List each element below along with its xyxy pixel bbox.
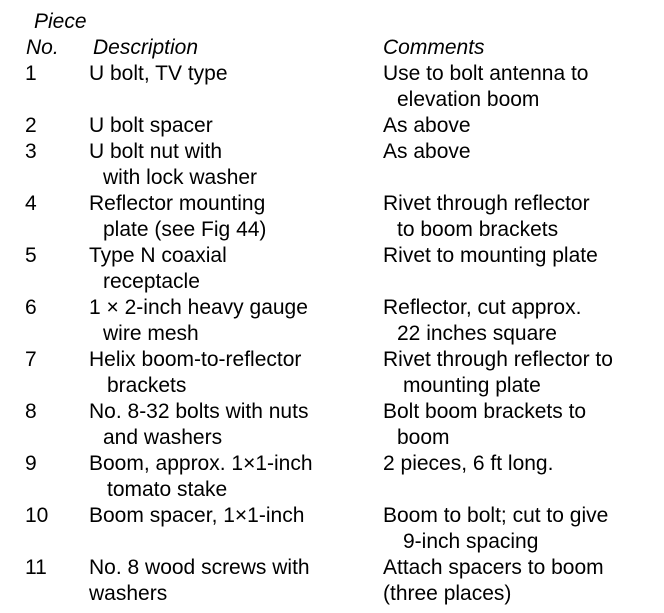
description-line: Boom spacer, 1×1-inch [89, 504, 305, 527]
comments-line: 22 inches square [397, 322, 557, 345]
description-cell [89, 295, 383, 347]
description-cell [89, 191, 383, 243]
description-line: Boom, approx. 1×1-inch [89, 452, 313, 475]
description-cell [89, 399, 383, 451]
piece-number: 7 [25, 348, 37, 371]
description-line: Reflector mounting [89, 192, 266, 215]
description-cell [89, 243, 383, 295]
comments-line: (three places) [383, 582, 512, 605]
comments-cell [383, 139, 664, 165]
description-line: wire mesh [103, 322, 199, 345]
comments-cell [383, 503, 664, 555]
piece-number: 9 [25, 452, 37, 475]
piece-number: 4 [25, 192, 37, 215]
description-line: plate (see Fig 44) [103, 218, 267, 241]
comments-cell [383, 61, 664, 113]
piece-number: 10 [25, 504, 49, 527]
description-cell [89, 139, 383, 191]
header-piece: Piece [34, 10, 87, 33]
table-row [0, 243, 664, 295]
description-cell [89, 61, 383, 87]
description-line: No. 8-32 bolts with nuts [89, 400, 309, 423]
description-line: No. 8 wood screws with [89, 556, 310, 579]
table-row [0, 139, 664, 191]
table-row [0, 295, 664, 347]
comments-cell [383, 347, 664, 399]
piece-number: 6 [25, 296, 37, 319]
header-description: Description [93, 36, 199, 59]
comments-line: elevation boom [397, 88, 540, 111]
comments-line: Attach spacers to boom [383, 556, 604, 579]
comments-cell [383, 555, 664, 607]
comments-line: boom [397, 426, 450, 449]
description-line: brackets [107, 374, 187, 397]
description-line: receptacle [103, 270, 200, 293]
piece-number: 5 [25, 244, 37, 267]
description-line: 1 × 2-inch heavy gauge [89, 296, 308, 319]
table-row [0, 451, 664, 503]
description-line: washers [89, 582, 168, 605]
description-line: with lock washer [103, 166, 258, 189]
comments-line: Boom to bolt; cut to give [383, 504, 609, 527]
description-line: U bolt, TV type [89, 62, 228, 85]
description-cell [89, 503, 383, 529]
description-line: and washers [103, 426, 223, 449]
description-line: tomato stake [107, 478, 228, 501]
description-line: Helix boom-to-reflector [89, 348, 302, 371]
parts-table-body [0, 61, 664, 607]
table-row [0, 503, 664, 555]
description-cell [89, 451, 383, 503]
piece-number: 3 [25, 140, 37, 163]
table-row [0, 347, 664, 399]
description-cell [89, 113, 383, 139]
header-comments: Comments [383, 36, 485, 59]
comments-cell [383, 191, 664, 243]
table-row [0, 191, 664, 243]
comments-line: As above [383, 114, 471, 137]
comments-cell [383, 399, 664, 451]
piece-number: 2 [25, 114, 37, 137]
comments-line: As above [383, 140, 471, 163]
comments-line: 9-inch spacing [403, 530, 539, 553]
comments-line: Reflector, cut approx. [383, 296, 582, 319]
comments-cell [383, 295, 664, 347]
table-row [0, 113, 664, 139]
piece-number: 8 [25, 400, 37, 423]
comments-line: mounting plate [403, 374, 541, 397]
comments-cell [383, 243, 664, 269]
description-cell [89, 347, 383, 399]
header-no: No. [26, 36, 59, 59]
comments-line: 2 pieces, 6 ft long. [383, 452, 554, 475]
description-line: Type N coaxial [89, 244, 227, 267]
comments-line: Bolt boom brackets to [383, 400, 587, 423]
comments-line: Rivet to mounting plate [383, 244, 598, 267]
description-cell [89, 555, 383, 607]
piece-number: 11 [25, 556, 47, 579]
table-row [0, 555, 664, 607]
table-row [0, 61, 664, 113]
description-line: U bolt nut with [89, 140, 223, 163]
table-row [0, 399, 664, 451]
comments-cell [383, 113, 664, 139]
comments-line: to boom brackets [397, 218, 559, 241]
comments-line: Rivet through reflector to [383, 348, 613, 371]
comments-line: Rivet through reflector [383, 192, 590, 215]
description-line: U bolt spacer [89, 114, 213, 137]
comments-line: Use to bolt antenna to [383, 62, 589, 85]
comments-cell [383, 451, 664, 477]
piece-number: 1 [25, 62, 37, 85]
